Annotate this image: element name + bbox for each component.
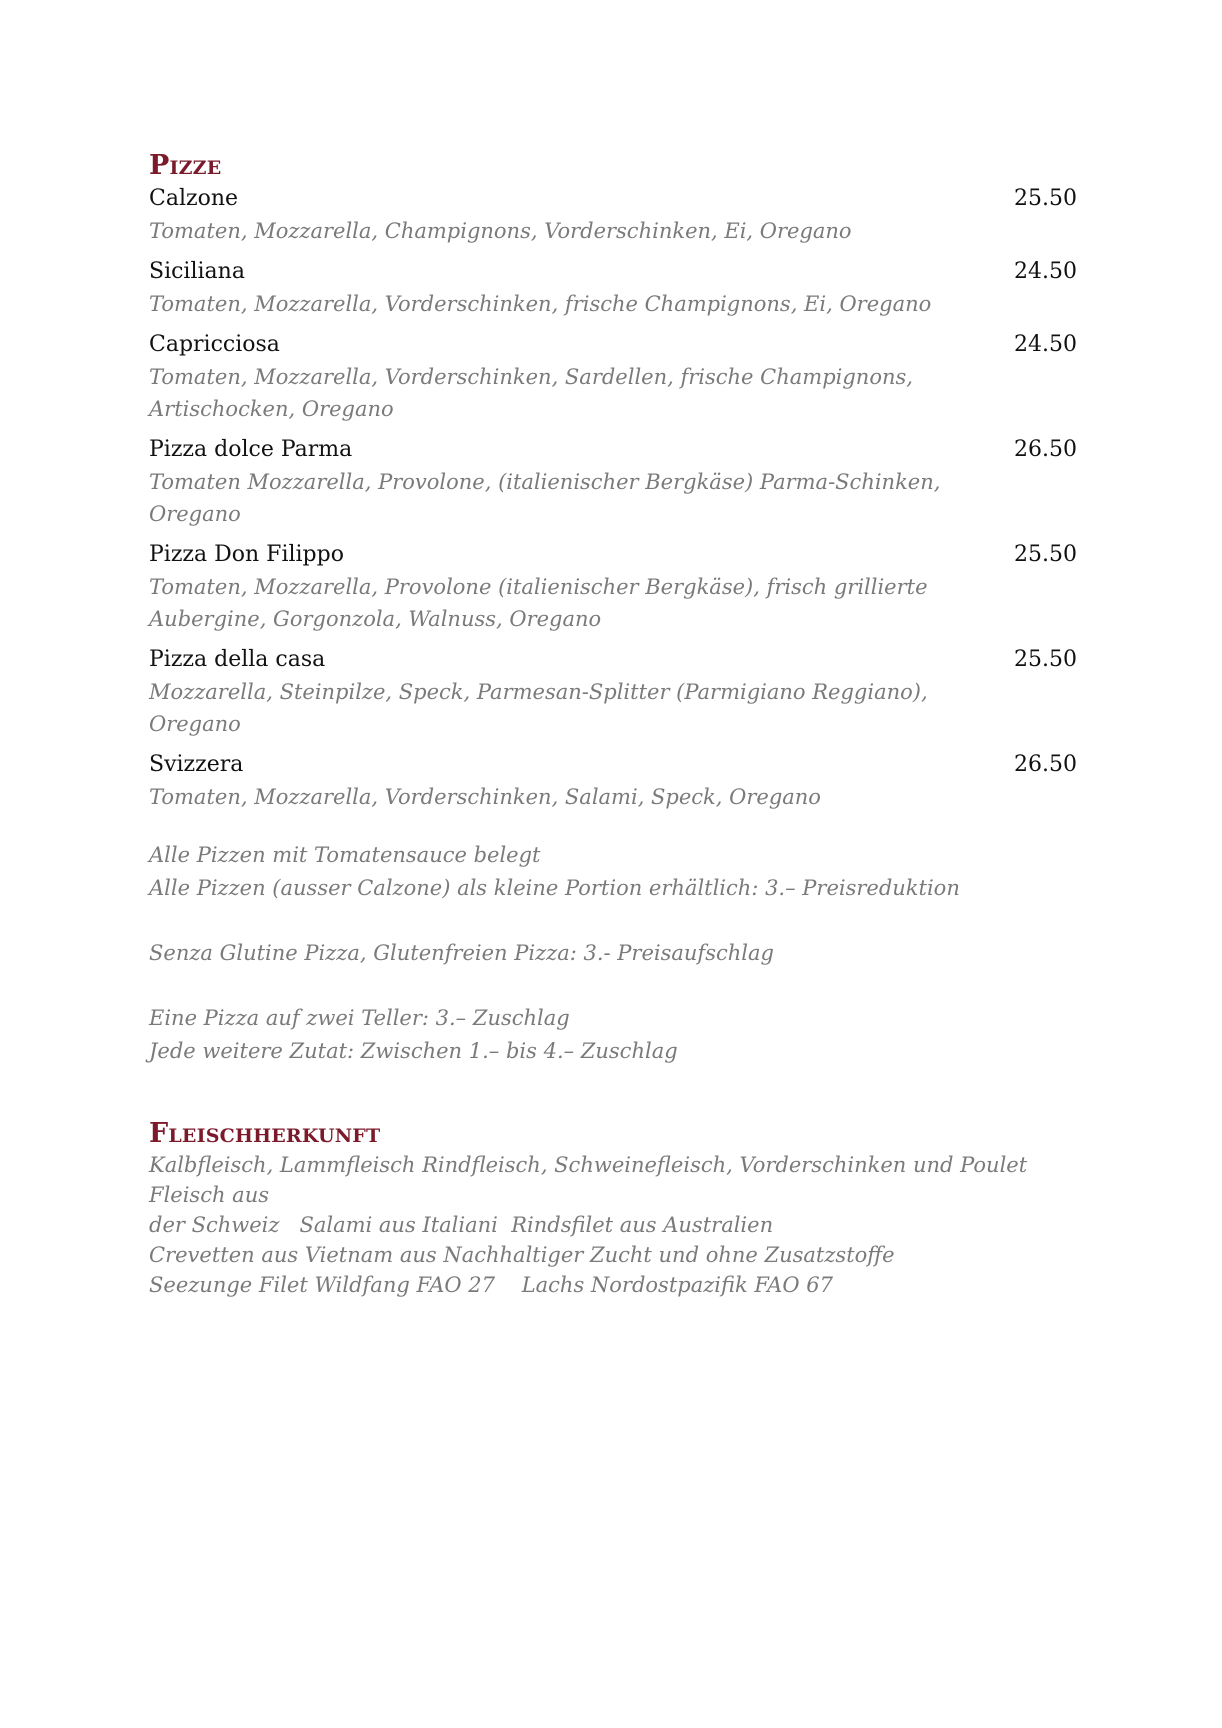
menu-item-head — [149, 182, 1079, 215]
menu-item-head — [149, 643, 1079, 676]
menu-item-head — [149, 538, 1079, 571]
menu-item-head — [149, 748, 1079, 781]
note-line: Eine Pizza auf zwei Teller: 3.– Zuschlag — [149, 1006, 570, 1030]
item-name: Siciliana — [149, 259, 245, 284]
pizza-list — [149, 182, 1079, 813]
item-description: Tomaten Mozzarella, Provolone, (italienischer Bergkäse) Parma-Schinken, Oregano — [149, 470, 941, 526]
menu-item — [149, 255, 1079, 320]
section-title-pizze: Pizze — [149, 150, 222, 181]
item-price: 25.50 — [1014, 542, 1077, 567]
item-name: Pizza dolce Parma — [149, 437, 353, 462]
origin-line: Seezunge Filet Wildfang FAO 27 Lachs Nordostpazifik FAO 67 — [149, 1273, 833, 1297]
item-price: 25.50 — [1014, 647, 1077, 672]
note-group — [149, 1002, 1079, 1068]
note-group — [149, 839, 1079, 905]
item-description: Tomaten, Mozzarella, Vorderschinken, frische Champignons, Ei, Oregano — [149, 292, 932, 316]
menu-item-head — [149, 328, 1079, 361]
item-name: Pizza Don Filippo — [149, 542, 344, 567]
note-line: Jede weitere Zutat: Zwischen 1.– bis 4.– Zuschlag — [149, 1039, 678, 1063]
menu-page — [149, 150, 1079, 1300]
note-line: Alle Pizzen (ausser Calzone) als kleine Portion erhältlich: 3.– Preisreduktion — [149, 876, 960, 900]
menu-item — [149, 182, 1079, 247]
item-price: 24.50 — [1014, 332, 1077, 357]
item-price: 26.50 — [1014, 437, 1077, 462]
menu-item-head — [149, 433, 1079, 466]
item-price: 25.50 — [1014, 186, 1077, 211]
pizza-notes — [149, 839, 1079, 1068]
origin-line: Crevetten aus Vietnam aus Nachhaltiger Zucht und ohne Zusatzstoffe — [149, 1243, 895, 1267]
item-name: Calzone — [149, 186, 239, 211]
section-fleischherkunft — [149, 1118, 1079, 1300]
section-title-fleischherkunft: Fleischherkunft — [149, 1118, 381, 1149]
item-description: Tomaten, Mozzarella, Vorderschinken, Sardellen, frische Champignons, Artischocken, Oregano — [149, 365, 913, 421]
menu-item — [149, 643, 1079, 740]
note-line: Alle Pizzen mit Tomatensauce belegt — [149, 843, 541, 867]
item-description: Tomaten, Mozzarella, Provolone (italienischer Bergkäse), frisch grillierte Aubergine, Gorgonzola, Walnuss, Oregano — [149, 575, 928, 631]
item-description: Mozzarella, Steinpilze, Speck, Parmesan-Splitter (Parmigiano Reggiano), Oregano — [149, 680, 928, 736]
item-name: Pizza della casa — [149, 647, 326, 672]
item-name: Svizzera — [149, 752, 244, 777]
menu-item — [149, 328, 1079, 425]
item-price: 24.50 — [1014, 259, 1077, 284]
menu-item-head — [149, 255, 1079, 288]
note-group — [149, 937, 1079, 970]
item-price: 26.50 — [1014, 752, 1077, 777]
item-description: Tomaten, Mozzarella, Champignons, Vorderschinken, Ei, Oregano — [149, 219, 852, 243]
menu-item — [149, 748, 1079, 813]
origin-line: der Schweiz Salami aus Italiani Rindsfilet aus Australien — [149, 1213, 774, 1237]
note-line: Senza Glutine Pizza, Glutenfreien Pizza: 3.- Preisaufschlag — [149, 941, 774, 965]
item-description: Tomaten, Mozzarella, Vorderschinken, Salami, Speck, Oregano — [149, 785, 821, 809]
menu-item — [149, 433, 1079, 530]
menu-item — [149, 538, 1079, 635]
origin-line: Kalbfleisch, Lammfleisch Rindfleisch, Schweinefleisch, Vorderschinken und Poulet Fleisch aus — [149, 1153, 1034, 1207]
item-name: Capricciosa — [149, 332, 280, 357]
